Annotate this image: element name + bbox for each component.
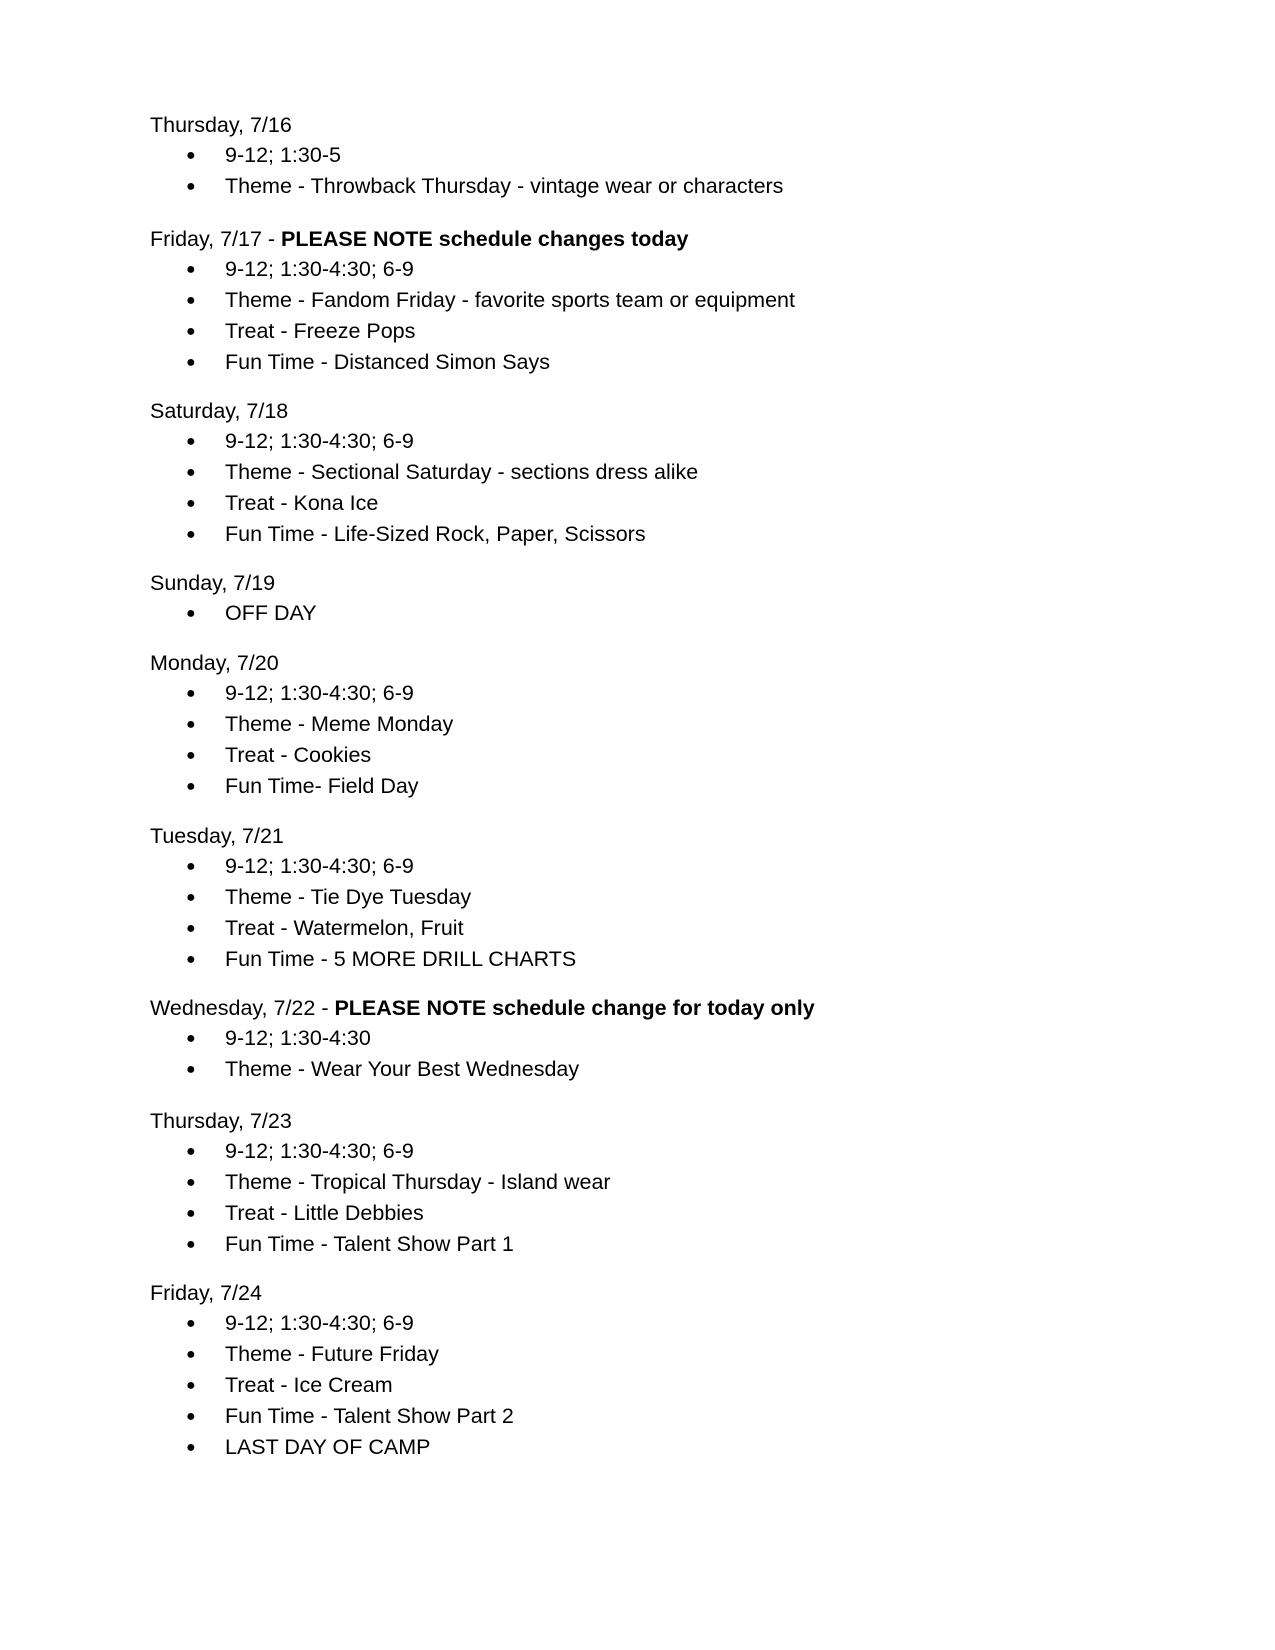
day-items-list [150,1136,1150,1260]
list-item-text: Fun Time - Talent Show Part 1 [225,1232,514,1256]
day-items-list [150,254,1150,378]
list-item [150,1198,1150,1229]
day-heading [150,648,1150,678]
list-item-text: Treat - Little Debbies [225,1201,424,1225]
list-item-text: Theme - Future Friday [225,1342,439,1366]
day-block [150,110,1150,202]
day-items-list [150,140,1150,202]
list-item-text: 9-12; 1:30-4:30; 6-9 [225,1139,414,1163]
day-items-list [150,426,1150,550]
list-item [150,913,1150,944]
list-item [150,1401,1150,1432]
list-item-text: LAST DAY OF CAMP [225,1435,431,1459]
list-item [150,1339,1150,1370]
bullet-icon: ● [186,1061,196,1078]
bullet-icon: ● [186,685,196,702]
day-heading [150,110,1150,140]
bullet-icon: ● [186,1205,196,1222]
day-heading-text: Thursday, 7/16 [150,113,292,137]
bullet-icon: ● [186,951,196,968]
day-heading [150,1278,1150,1308]
list-item-text: 9-12; 1:30-4:30; 6-9 [225,257,414,281]
list-item [150,598,1150,629]
list-item-text: Treat - Watermelon, Fruit [225,916,464,940]
list-item [150,1054,1150,1085]
bullet-icon: ● [186,526,196,543]
bullet-icon: ● [186,1315,196,1332]
list-item-text: 9-12; 1:30-4:30 [225,1026,371,1050]
list-item [150,316,1150,347]
day-heading [150,224,1150,254]
bullet-icon: ● [186,778,196,795]
day-items-list [150,678,1150,802]
list-item [150,140,1150,171]
list-item-text: Theme - Tie Dye Tuesday [225,885,472,909]
bullet-icon: ● [186,178,196,195]
day-heading-text: Friday, 7/24 [150,1281,262,1305]
list-item-text: Theme - Throwback Thursday - vintage wear or characters [225,174,784,198]
list-item [150,1432,1150,1463]
day-heading [150,1106,1150,1136]
day-heading-text: Sunday, 7/19 [150,571,276,595]
list-item-text: Theme - Wear Your Best Wednesday [225,1057,580,1081]
bullet-icon: ● [186,323,196,340]
list-item [150,488,1150,519]
day-items-list [150,598,1150,629]
bullet-icon: ● [186,1236,196,1253]
bullet-icon: ● [186,433,196,450]
list-item [150,882,1150,913]
day-heading-text: Tuesday, 7/21 [150,824,284,848]
day-block [150,568,1150,629]
day-items-list [150,1023,1150,1085]
bullet-icon: ● [186,1143,196,1160]
bullet-icon: ● [186,464,196,481]
day-note: PLEASE NOTE schedule change for today only [334,996,815,1020]
bullet-icon: ● [186,858,196,875]
bullet-icon: ● [186,605,196,622]
bullet-icon: ● [186,716,196,733]
list-item-text: 9-12; 1:30-4:30; 6-9 [225,1311,414,1335]
day-block [150,1106,1150,1260]
day-block [150,1278,1150,1463]
list-item [150,519,1150,550]
list-item-text: 9-12; 1:30-4:30; 6-9 [225,429,414,453]
list-item-text: Theme - Sectional Saturday - sections dress alike [225,460,699,484]
day-block [150,821,1150,975]
bullet-icon: ● [186,920,196,937]
bullet-icon: ● [186,495,196,512]
list-item [150,254,1150,285]
list-item [150,709,1150,740]
bullet-icon: ● [186,1439,196,1456]
day-heading-text: Saturday, 7/18 [150,399,289,423]
bullet-icon: ● [186,1408,196,1425]
day-heading [150,568,1150,598]
bullet-icon: ● [186,292,196,309]
day-items-list [150,851,1150,975]
day-heading-text: Wednesday, 7/22 - [150,996,335,1020]
list-item [150,1136,1150,1167]
day-heading-text: Thursday, 7/23 [150,1109,292,1133]
list-item [150,347,1150,378]
bullet-icon: ● [186,354,196,371]
list-item [150,457,1150,488]
list-item-text: 9-12; 1:30-4:30; 6-9 [225,854,414,878]
list-item-text: Treat - Ice Cream [225,1373,393,1397]
list-item-text: OFF DAY [225,601,317,625]
bullet-icon: ● [186,1030,196,1047]
list-item-text: Fun Time - 5 MORE DRILL CHARTS [225,947,577,971]
list-item [150,171,1150,202]
day-heading [150,993,1150,1023]
list-item-text: Theme - Fandom Friday - favorite sports team or equipment [225,288,795,312]
list-item [150,1167,1150,1198]
list-item-text: Treat - Kona Ice [225,491,379,515]
list-item [150,851,1150,882]
list-item-text: Treat - Freeze Pops [225,319,416,343]
list-item-text: Theme - Meme Monday [225,712,454,736]
list-item [150,426,1150,457]
day-block [150,993,1150,1085]
bullet-icon: ● [186,747,196,764]
list-item [150,771,1150,802]
list-item [150,1308,1150,1339]
list-item [150,740,1150,771]
list-item [150,678,1150,709]
list-item [150,1370,1150,1401]
list-item [150,285,1150,316]
day-note: PLEASE NOTE schedule changes today [281,227,689,251]
day-heading [150,821,1150,851]
bullet-icon: ● [186,889,196,906]
bullet-icon: ● [186,1346,196,1363]
bullet-icon: ● [186,1174,196,1191]
list-item-text: Fun Time - Life-Sized Rock, Paper, Scissors [225,522,646,546]
list-item-text: Fun Time- Field Day [225,774,419,798]
day-block [150,224,1150,378]
list-item [150,1023,1150,1054]
list-item [150,1229,1150,1260]
day-heading-text: Monday, 7/20 [150,651,279,675]
bullet-icon: ● [186,147,196,164]
bullet-icon: ● [186,261,196,278]
list-item-text: Fun Time - Talent Show Part 2 [225,1404,514,1428]
list-item-text: Fun Time - Distanced Simon Says [225,350,551,374]
list-item-text: 9-12; 1:30-5 [225,143,341,167]
day-block [150,396,1150,550]
day-items-list [150,1308,1150,1463]
bullet-icon: ● [186,1377,196,1394]
list-item-text: 9-12; 1:30-4:30; 6-9 [225,681,414,705]
list-item-text: Treat - Cookies [225,743,372,767]
list-item-text: Theme - Tropical Thursday - Island wear [225,1170,611,1194]
day-heading-text: Friday, 7/17 - [150,227,282,251]
day-heading [150,396,1150,426]
day-block [150,648,1150,802]
list-item [150,944,1150,975]
